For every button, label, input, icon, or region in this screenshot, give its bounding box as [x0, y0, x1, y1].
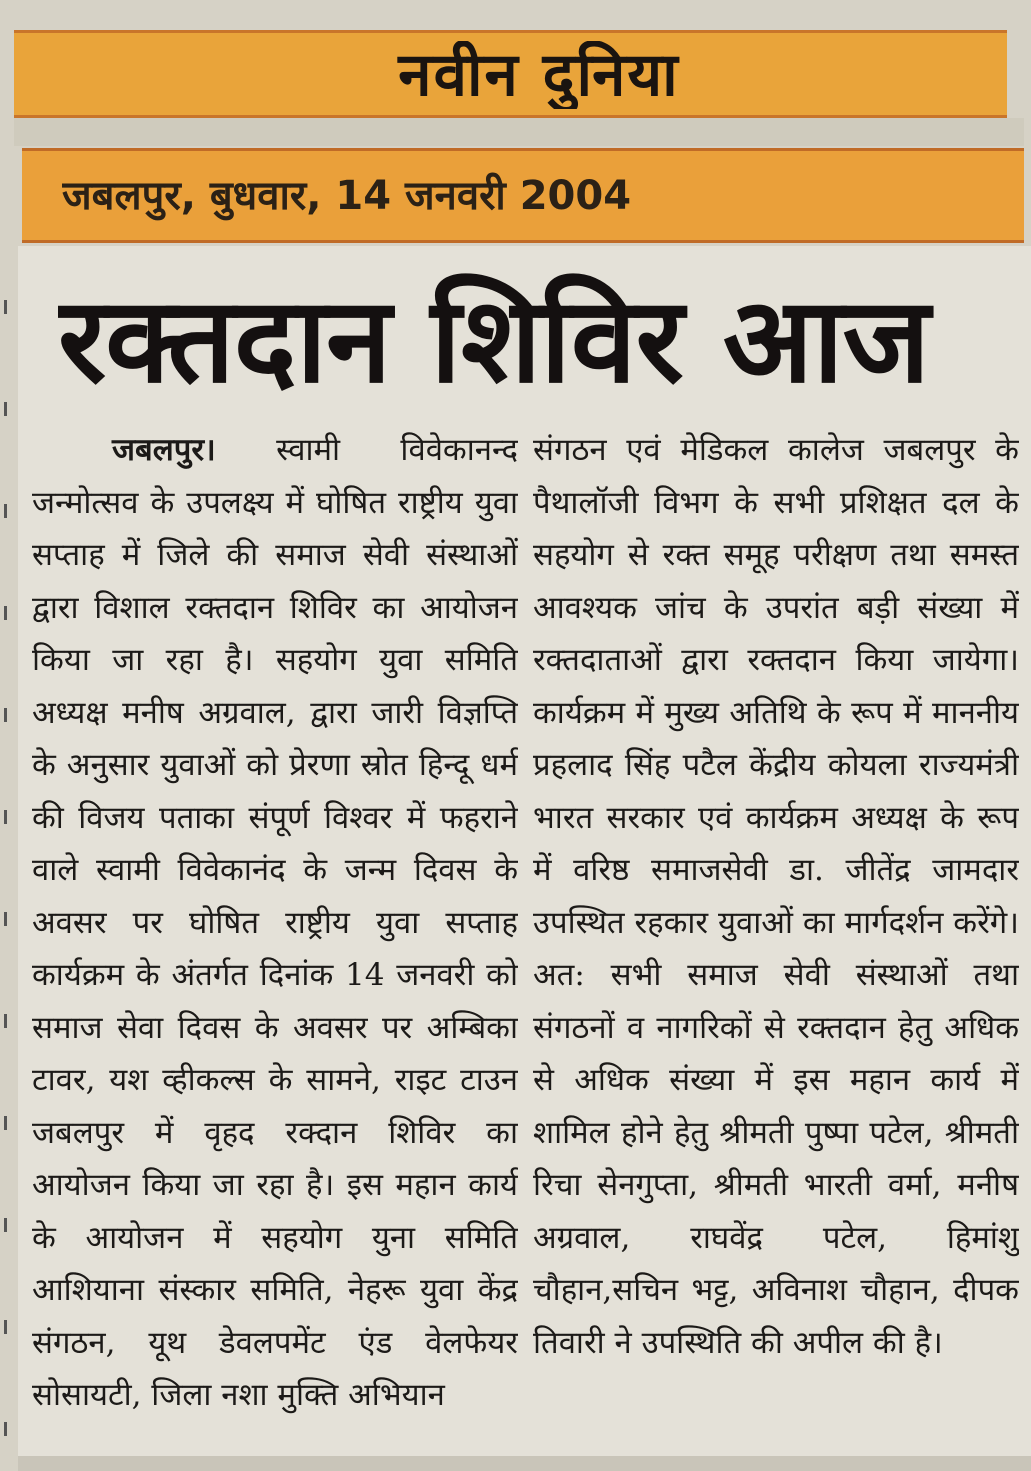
clipping-bottom-edge [18, 1456, 1031, 1471]
dateline-place: जबलपुर। [112, 432, 216, 468]
news-article [18, 246, 1031, 1456]
masthead-band [14, 30, 1007, 118]
dateline: जबलपुर, बुधवार, 14 जनवरी 2004 [62, 173, 632, 219]
article-paragraph-left [32, 424, 518, 1422]
margin-marks [0, 300, 10, 1400]
paper-strip [14, 118, 1024, 146]
newspaper-name: नवीन दुनिया [398, 41, 680, 109]
dateline-band [22, 148, 1024, 243]
article-headline: रक्तदान शिविर आज [58, 271, 930, 409]
article-column-left [32, 424, 518, 1434]
article-paragraph-right: संगठन एवं मेडिकल कालेज जबलपुर के पैथालॉजी विभग के सभी प्रशिक्षत दल के सहयोग से रक्त समूह परीक्षण तथा समस्त आवश्यक जांच के उपरांत बड़ी संख्या में रक्तदाताओं द्वारा रक्तदान किया जायेगा। कार्यक्रम में मुख्य अतिथि के रूप में माननीय प्रहलाद सिंह पटैल केंद्रीय कोयला राज्यमंत्री भारत सरकार एवं कार्यक्रम अध्यक्ष के रूप में वरिष्ठ समाजसेवी डा. जीतेंद्र जामदार उपस्थित रहकार युवाओं का मार्गदर्शन करेंगे। अत: सभी समाज सेवी संस्थाओं तथा संगठनों व नागरिकों से रक्तदान हेतु अधिक से अधिक संख्या में इस महान कार्य में शामिल होने हेतु श्रीमती पुष्पा पटेल, श्रीमती रिचा सेनगुप्ता, श्रीमती भारती वर्मा, मनीष अग्रवाल, राघवेंद्र पटेल, हिमांशु चौहान,सचिन भट्ट, अविनाश चौहान, दीपक तिवारी ने उपस्थिति की अपील की है। [533, 432, 1019, 1361]
article-column-right [533, 424, 1019, 1434]
left-column-text: स्वामी विवेकानन्द जन्मोत्सव के उपलक्ष्य में घोषित राष्ट्रीय युवा सप्ताह में जिले की समाज सेवी संस्थाओं द्वारा विशाल रक्तदान शिविर का आयोजन किया जा रहा है। सहयोग युवा समिति अध्यक्ष मनीष अग्रवाल, द्वारा जारी विज्ञप्ति के अनुसार युवाओं को प्रेरणा स्रोत हिन्दू धर्म की विजय पताका संपूर्ण विश्वर में फहराने वाले स्वामी विवेकानंद के जन्म दिवस के अवसर पर घोषित राष्ट्रीय युवा सप्ताह कार्यक्रम के अंतर्गत दिनांक 14 जनवरी को समाज सेवा दिवस के अवसर पर अम्बिका टावर, यश व्हीकल्स के सामने, राइट टाउन जबलपुर में वृहद रक्दान शिविर का आयोजन किया जा रहा है। इस महान कार्य के आयोजन में सहयोग युना समिति आशियाना संस्कार समिति, नेहरू युवा केंद्र संगठन, यूथ डेवलपमेंट एंड वेलफेयर सोसायटी, जिला नशा मुक्ति अभियान [32, 432, 518, 1413]
